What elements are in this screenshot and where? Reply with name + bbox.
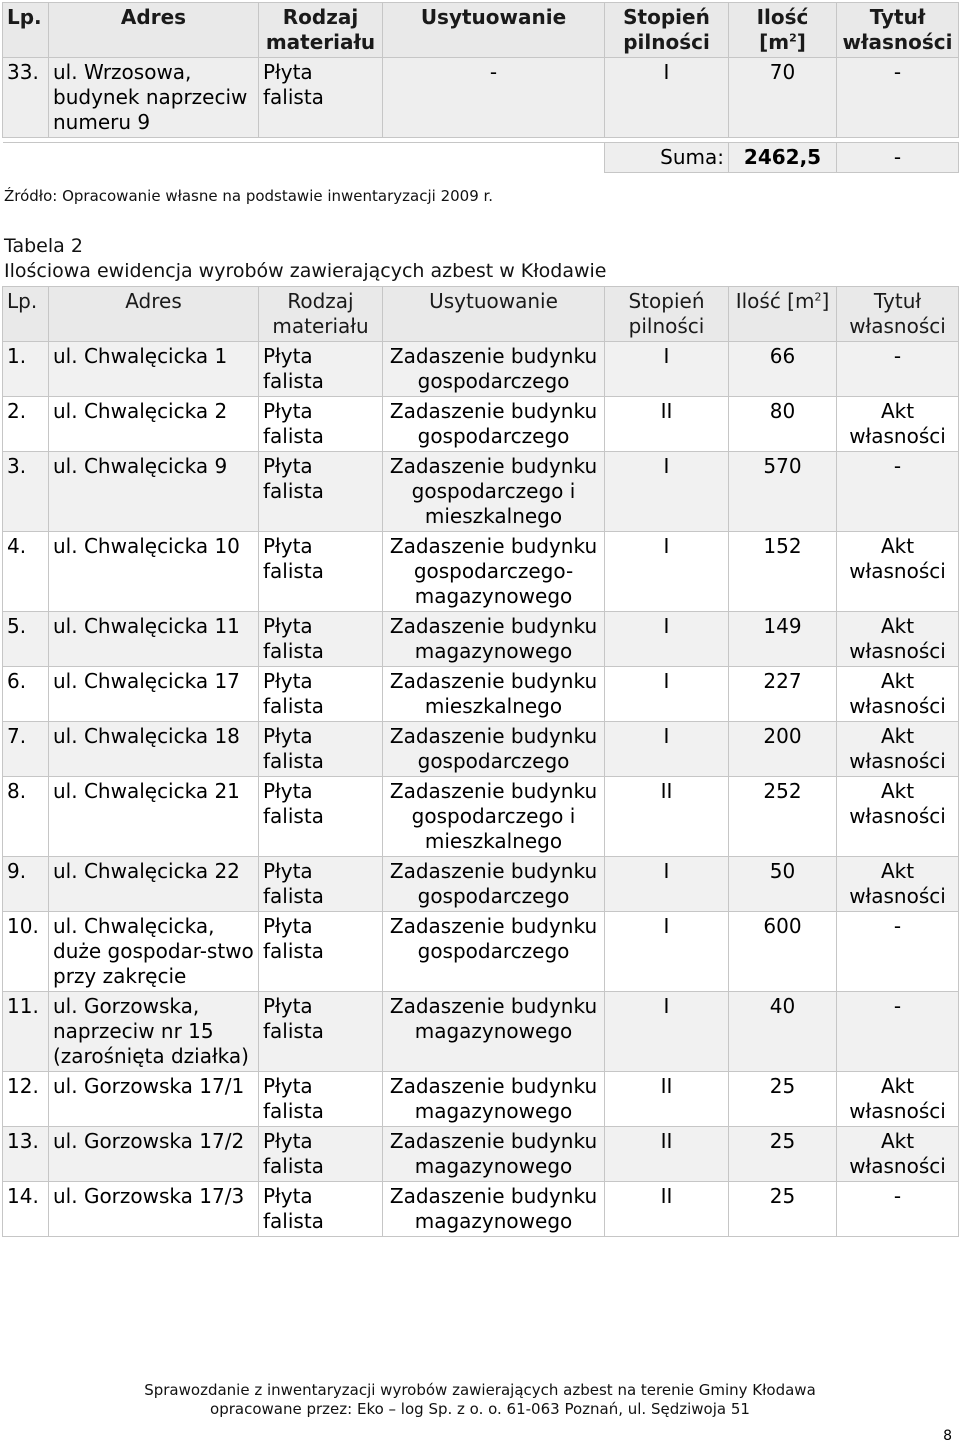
cell-lp: 2. (3, 397, 49, 452)
table-row (3, 58, 959, 138)
cell-adres: ul. Chwalęcicka, duże gospodar-stwo przy zakręcie (49, 912, 259, 992)
header-ilosc (729, 287, 837, 342)
cell-tytul: Akt własności (837, 1072, 959, 1127)
cell-adres: ul. Chwalęcicka 10 (49, 532, 259, 612)
cell-usytuowanie: Zadaszenie budynku gospodarczego i mieszkalnego (383, 777, 605, 857)
cell-lp: 13. (3, 1127, 49, 1182)
cell-tytul: - (837, 342, 959, 397)
cell-lp: 3. (3, 452, 49, 532)
cell-stopien: II (605, 777, 729, 857)
cell-stopien: I (605, 342, 729, 397)
sum-value: 2462,5 (729, 143, 837, 173)
cell-adres: ul. Chwalęcicka 2 (49, 397, 259, 452)
cell-tytul: - (837, 58, 959, 138)
header-adres: Adres (49, 3, 259, 58)
cell-adres: ul. Gorzowska 17/2 (49, 1127, 259, 1182)
cell-stopien: I (605, 857, 729, 912)
header-rodzaj: Rodzaj materiału (259, 3, 383, 58)
table-row (3, 857, 959, 912)
cell-adres: ul. Chwalęcicka 17 (49, 667, 259, 722)
cell-lp: 12. (3, 1072, 49, 1127)
table-row (3, 1072, 959, 1127)
cell-usytuowanie: Zadaszenie budynku magazynowego (383, 992, 605, 1072)
cell-stopien: I (605, 992, 729, 1072)
cell-stopien: I (605, 612, 729, 667)
sum-tytul: - (837, 143, 959, 173)
cell-tytul: Akt własności (837, 777, 959, 857)
cell-ilosc: 40 (729, 992, 837, 1072)
cell-ilosc: 149 (729, 612, 837, 667)
table-row (3, 777, 959, 857)
footer-line-1: Sprawozdanie z inwentaryzacji wyrobów zawierających azbest na terenie Gminy Kłodawa (144, 1381, 816, 1399)
cell-lp: 4. (3, 532, 49, 612)
header-ilosc-end: ] (821, 289, 830, 313)
inventory-table-klodawa (2, 286, 959, 1237)
table-header-row (3, 3, 959, 58)
header-ilosc-sup: 2 (789, 31, 797, 45)
table-header-row (3, 287, 959, 342)
cell-tytul: Akt własności (837, 667, 959, 722)
cell-usytuowanie: Zadaszenie budynku magazynowego (383, 1182, 605, 1237)
header-ilosc-label: Ilość [m (735, 289, 815, 313)
cell-stopien: II (605, 1127, 729, 1182)
header-rodzaj: Rodzaj materiału (259, 287, 383, 342)
cell-lp: 10. (3, 912, 49, 992)
table-row (3, 722, 959, 777)
header-ilosc-end: ] (796, 30, 806, 54)
table-row (3, 1182, 959, 1237)
header-adres: Adres (49, 287, 259, 342)
cell-usytuowanie: Zadaszenie budynku gospodarczego i mieszkalnego (383, 452, 605, 532)
cell-adres: ul. Chwalęcicka 22 (49, 857, 259, 912)
table-row (3, 912, 959, 992)
cell-ilosc: 25 (729, 1072, 837, 1127)
cell-tytul: Akt własności (837, 722, 959, 777)
header-stopien: Stopień pilności (605, 3, 729, 58)
cell-usytuowanie: Zadaszenie budynku mieszkalnego (383, 667, 605, 722)
cell-lp: 7. (3, 722, 49, 777)
header-lp: Lp. (3, 287, 49, 342)
table-row (3, 612, 959, 667)
page-number: 8 (943, 1428, 952, 1444)
cell-stopien: I (605, 722, 729, 777)
cell-stopien: II (605, 397, 729, 452)
inventory-table-continued (2, 2, 959, 173)
cell-usytuowanie: Zadaszenie budynku magazynowego (383, 612, 605, 667)
cell-ilosc: 600 (729, 912, 837, 992)
cell-ilosc: 80 (729, 397, 837, 452)
cell-tytul: Akt własności (837, 857, 959, 912)
table-caption-subtitle: Ilościowa ewidencja wyrobów zawierających azbest w Kłodawie (4, 260, 607, 282)
cell-stopien: II (605, 1072, 729, 1127)
cell-tytul: - (837, 452, 959, 532)
cell-stopien: I (605, 532, 729, 612)
cell-usytuowanie: - (383, 58, 605, 138)
cell-stopien: I (605, 667, 729, 722)
cell-usytuowanie: Zadaszenie budynku gospodarczego (383, 397, 605, 452)
cell-ilosc: 50 (729, 857, 837, 912)
cell-ilosc: 152 (729, 532, 837, 612)
cell-lp: 8. (3, 777, 49, 857)
cell-adres: ul. Chwalęcicka 11 (49, 612, 259, 667)
cell-ilosc: 70 (729, 58, 837, 138)
page-footer (0, 1381, 960, 1419)
header-ilosc-label: Ilość [m (756, 5, 809, 54)
cell-tytul: - (837, 992, 959, 1072)
table-row (3, 397, 959, 452)
cell-ilosc: 25 (729, 1182, 837, 1237)
header-usytuowanie: Usytuowanie (383, 287, 605, 342)
cell-rodzaj: Płyta falista (259, 777, 383, 857)
cell-ilosc: 200 (729, 722, 837, 777)
cell-lp: 1. (3, 342, 49, 397)
sum-row (3, 143, 959, 173)
cell-rodzaj: Płyta falista (259, 342, 383, 397)
cell-tytul: Akt własności (837, 532, 959, 612)
cell-tytul: Akt własności (837, 397, 959, 452)
cell-rodzaj: Płyta falista (259, 912, 383, 992)
table-row (3, 342, 959, 397)
cell-adres: ul. Chwalęcicka 18 (49, 722, 259, 777)
cell-adres: ul. Gorzowska, naprzeciw nr 15 (zarośnięta działka) (49, 992, 259, 1072)
table-row (3, 667, 959, 722)
header-tytul: Tytuł własności (837, 3, 959, 58)
cell-lp: 5. (3, 612, 49, 667)
cell-rodzaj: Płyta falista (259, 722, 383, 777)
cell-usytuowanie: Zadaszenie budynku gospodarczego (383, 722, 605, 777)
cell-adres: ul. Chwalęcicka 9 (49, 452, 259, 532)
footer-line-2: opracowane przez: Eko – log Sp. z o. o. 61-063 Poznań, ul. Sędziwoja 51 (210, 1400, 750, 1418)
cell-rodzaj: Płyta falista (259, 452, 383, 532)
cell-rodzaj: Płyta falista (259, 1072, 383, 1127)
table-caption-title: Tabela 2 (4, 235, 83, 257)
cell-stopien: II (605, 1182, 729, 1237)
header-ilosc (729, 3, 837, 58)
cell-rodzaj: Płyta falista (259, 857, 383, 912)
cell-tytul: - (837, 912, 959, 992)
cell-lp: 14. (3, 1182, 49, 1237)
cell-adres: ul. Chwalęcicka 1 (49, 342, 259, 397)
cell-tytul: Akt własności (837, 612, 959, 667)
source-note: Źródło: Opracowanie własne na podstawie inwentaryzacji 2009 r. (4, 187, 494, 205)
cell-rodzaj: Płyta falista (259, 612, 383, 667)
cell-ilosc: 25 (729, 1127, 837, 1182)
cell-ilosc: 570 (729, 452, 837, 532)
cell-adres: ul. Wrzosowa, budynek naprzeciw numeru 9 (49, 58, 259, 138)
cell-usytuowanie: Zadaszenie budynku magazynowego (383, 1072, 605, 1127)
cell-adres: ul. Gorzowska 17/1 (49, 1072, 259, 1127)
cell-lp: 9. (3, 857, 49, 912)
cell-rodzaj: Płyta falista (259, 1127, 383, 1182)
cell-stopien: I (605, 452, 729, 532)
cell-ilosc: 227 (729, 667, 837, 722)
cell-rodzaj: Płyta falista (259, 58, 383, 138)
table-body (3, 342, 959, 1237)
cell-usytuowanie: Zadaszenie budynku gospodarczego (383, 342, 605, 397)
table-row (3, 532, 959, 612)
cell-tytul: Akt własności (837, 1127, 959, 1182)
cell-tytul: - (837, 1182, 959, 1237)
cell-lp: 33. (3, 58, 49, 138)
cell-usytuowanie: Zadaszenie budynku gospodarczego (383, 857, 605, 912)
table-row (3, 452, 959, 532)
header-ilosc-sup: 2 (814, 290, 822, 304)
cell-stopien: I (605, 912, 729, 992)
header-tytul: Tytuł własności (837, 287, 959, 342)
cell-ilosc: 252 (729, 777, 837, 857)
cell-usytuowanie: Zadaszenie budynku magazynowego (383, 1127, 605, 1182)
header-lp: Lp. (3, 3, 49, 58)
sum-empty (3, 143, 605, 173)
cell-rodzaj: Płyta falista (259, 1182, 383, 1237)
cell-lp: 11. (3, 992, 49, 1072)
header-usytuowanie: Usytuowanie (383, 3, 605, 58)
cell-adres: ul. Gorzowska 17/3 (49, 1182, 259, 1237)
header-stopien: Stopień pilności (605, 287, 729, 342)
cell-lp: 6. (3, 667, 49, 722)
cell-rodzaj: Płyta falista (259, 532, 383, 612)
cell-ilosc: 66 (729, 342, 837, 397)
table-row (3, 992, 959, 1072)
cell-adres: ul. Chwalęcicka 21 (49, 777, 259, 857)
sum-label: Suma: (605, 143, 729, 173)
cell-usytuowanie: Zadaszenie budynku gospodarczego (383, 912, 605, 992)
table-row (3, 1127, 959, 1182)
cell-stopien: I (605, 58, 729, 138)
cell-rodzaj: Płyta falista (259, 992, 383, 1072)
cell-usytuowanie: Zadaszenie budynku gospodarczego-magazynowego (383, 532, 605, 612)
cell-rodzaj: Płyta falista (259, 397, 383, 452)
cell-rodzaj: Płyta falista (259, 667, 383, 722)
